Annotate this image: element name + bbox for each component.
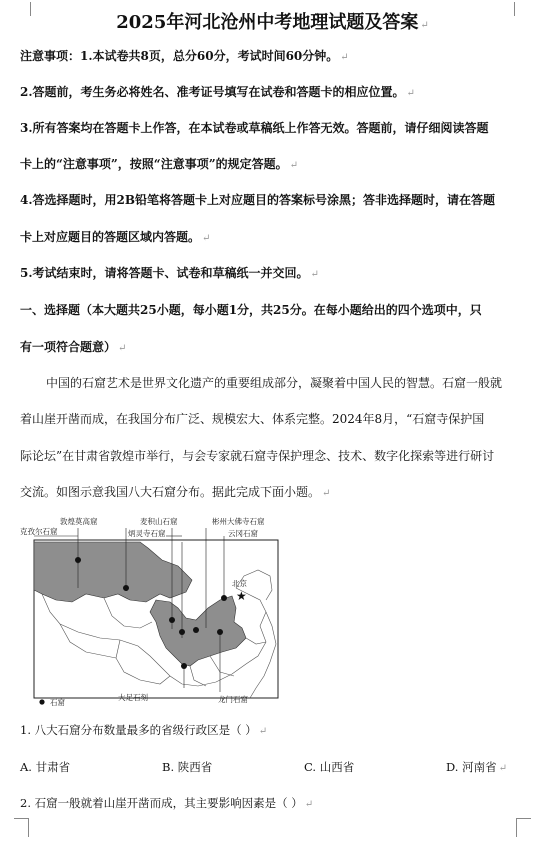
grotto-dot-yungang <box>221 595 227 601</box>
section-heading-text-2: 有一项符合题意） <box>20 340 117 354</box>
label-longmen: 龙门石窟 <box>218 695 248 704</box>
page-title-text: 2025年河北沧州中考地理试题及答案 <box>116 12 419 33</box>
question-1-text: 1. 八大石窟分布数量最多的省级行政区是（ ） <box>20 723 257 737</box>
note-text-5: 4.答选择题时，用2B铅笔将答题卡上对应题目的答案标号涂黑；答非选择题时，请在答题 <box>20 193 496 207</box>
paragraph-mark-icon: ↵ <box>118 343 127 354</box>
question-1-option-a <box>20 759 70 775</box>
note-text-1: 注意事项：1.本试卷共8页，总分60分，考试时间60分钟。 <box>20 49 339 63</box>
note-text-4: 卡上的“注意事项”，按照“注意事项”的规定答题。 <box>20 157 288 171</box>
note-line-3 <box>20 120 525 136</box>
passage-text-1: 中国的石窟艺术是世界文化遗产的重要组成部分，凝聚着中国人民的智慧。石窟一般就 <box>46 376 503 390</box>
option-c-text: C. 山西省 <box>304 760 355 774</box>
note-line-2 <box>20 84 525 102</box>
label-kizil: 克孜尔石窟 <box>20 527 58 536</box>
grottoes-map <box>20 516 282 710</box>
passage-line-2 <box>20 411 525 427</box>
label-maijishan: 麦积山石窟 <box>140 517 178 526</box>
question-2-text: 2. 石窟一般就着山崖开凿而成，其主要影响因素是（ ） <box>20 796 303 810</box>
grotto-dot-kizil <box>75 557 81 563</box>
corner-mark-bottom-left <box>14 818 29 837</box>
question-1-option-c <box>304 759 354 775</box>
label-beijing: 北京 <box>232 579 247 588</box>
corner-mark-bottom-right <box>516 818 531 837</box>
paragraph-mark-icon: ↵ <box>340 52 349 63</box>
paragraph-mark-icon: ↵ <box>420 20 429 31</box>
note-text-6: 卡上对应题目的答题区域内答题。 <box>20 230 201 244</box>
page-title <box>0 8 545 34</box>
grotto-dot-longmen <box>217 629 223 635</box>
note-line-1 <box>20 48 525 66</box>
question-2-stem <box>20 795 313 813</box>
grotto-dot-maijishan <box>179 629 185 635</box>
label-dunhuang: 敦煌莫高窟 <box>60 517 98 526</box>
question-1-stem <box>20 722 267 740</box>
note-line-7 <box>20 265 525 283</box>
note-text-7: 5.考试结束时，请将答题卡、试卷和草稿纸一并交回。 <box>20 266 309 280</box>
grotto-dot-dazu <box>181 663 187 669</box>
legend-label: 石窟 <box>50 698 65 707</box>
question-1-option-b <box>162 759 212 775</box>
option-b-text: B. 陕西省 <box>162 760 213 774</box>
passage-line-4 <box>20 484 525 502</box>
paragraph-mark-icon: ↵ <box>202 233 211 244</box>
paragraph-mark-icon: ↵ <box>258 726 268 737</box>
passage-line-1 <box>46 375 526 391</box>
option-a-text: A. 甘肃省 <box>20 760 71 774</box>
note-line-6 <box>20 229 525 247</box>
paragraph-mark-icon: ↵ <box>310 269 319 280</box>
grotto-dot-bingling <box>169 617 175 623</box>
note-text-2: 2.答题前，考生务必将姓名、准考证号填写在试卷和答题卡的相应位置。 <box>20 85 405 99</box>
label-dazu: 大足石刻 <box>118 693 148 702</box>
beijing-star-icon: ★ <box>236 589 247 603</box>
paragraph-mark-icon: ↵ <box>289 160 299 171</box>
paragraph-mark-icon: ↵ <box>498 763 508 774</box>
label-yungang: 云冈石窟 <box>228 529 258 538</box>
option-d-text: D. 河南省 <box>446 760 497 774</box>
label-binzhou: 彬州大佛寺石窟 <box>212 517 265 526</box>
question-1-option-d <box>446 759 507 777</box>
section-heading-text-1: 一、选择题（本大题共25小题，每小题1分，共25分。在每小题给出的四个选项中，只 <box>20 303 482 317</box>
section-heading-line-1 <box>20 302 525 318</box>
note-line-4 <box>20 156 525 174</box>
section-heading-line-2 <box>20 339 525 357</box>
paragraph-mark-icon: ↵ <box>406 88 415 99</box>
paragraph-mark-icon: ↵ <box>304 799 314 810</box>
note-line-5 <box>20 192 525 208</box>
paragraph-mark-icon: ↵ <box>322 488 331 499</box>
passage-text-2: 着山崖开凿而成，在我国分布广泛、规模宏大、体系完整。2024年8月，“石窟寺保护国 <box>20 412 485 426</box>
label-bingling: 炳灵寺石窟 <box>128 529 166 538</box>
legend-dot <box>39 699 44 704</box>
passage-text-4: 交流。如图示意我国八大石窟分布。据此完成下面小题。 <box>20 485 321 499</box>
grotto-dot-dunhuang <box>123 585 129 591</box>
passage-line-3 <box>20 448 525 464</box>
grotto-dot-binzhou <box>193 627 199 633</box>
note-text-3: 3.所有答案均在答题卡上作答，在本试卷或草稿纸上作答无效。答题前，请仔细阅读答题 <box>20 121 489 135</box>
passage-text-3: 际论坛”在甘肃省敦煌市举行，与会专家就石窟寺保护理念、技术、数字化探索等进行研讨 <box>20 449 495 463</box>
grottoes-map-svg <box>20 516 282 710</box>
